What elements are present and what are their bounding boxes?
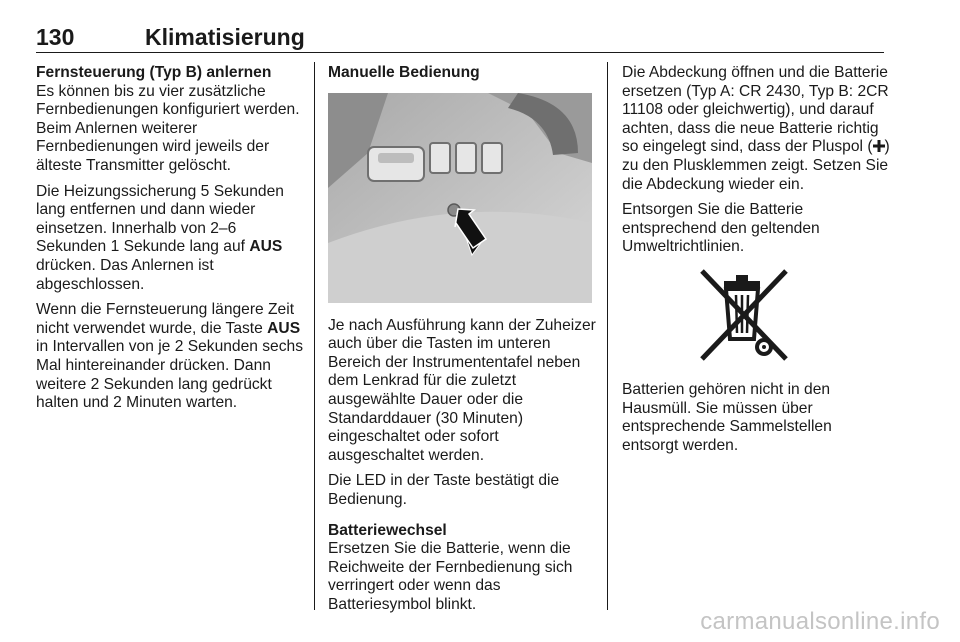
paragraph-text: Die Heizungssicherung 5 Sekunden lang entfernen und dann wieder einsetzen. Innerhalb von 2–6 Sekunden 1 Sekunde lang auf [36,182,284,256]
paragraph: Batterien gehören nicht in den Hausmüll. Sie müssen über entsprechende Sammelstellen entsorgt werden. [622,380,832,454]
section-heading: Manuelle Bedienung [328,64,480,81]
paragraph [36,301,304,413]
paragraph-text: Wenn die Fernsteuerung längere Zeit nicht verwendet wurde, die Taste [36,301,295,337]
plus-icon [873,139,885,151]
paragraph: Die LED in der Taste bestätigt die Bedienung. [328,472,560,508]
button-label-off: AUS [267,319,301,337]
paragraph [622,64,890,194]
paragraph: Je nach Ausführung kann der Zuheizer auch über die Tasten im unteren Bereich der Instrumententafel neben dem Lenkrad für die zuletzt ausgewählte Dauer oder die Standarddauer (30 Minuten) eingeschaltet oder sofort ausgeschaltet werden. [328,316,596,464]
paragraph: Entsorgen Sie die Batterie entsprechend den geltenden Umweltrichtlinien. [622,201,820,256]
crossed-bin-icon [696,267,792,367]
section-heading: Fernsteuerung (Typ B) anlernen [36,64,272,81]
watermark: carmanualsonline.info [700,608,940,635]
column-left [36,64,304,420]
button-label-off: AUS [249,238,283,256]
column-divider [607,62,608,610]
page-header [36,24,884,53]
chapter-title: Klimatisierung [145,24,305,50]
paragraph-text: ) zu den Plusklemmen zeigt. Setzen Sie die Abdeckung wieder ein. [622,138,890,193]
column-middle [328,64,598,622]
paragraph: Es können bis zu vier zusätzliche Fernbedienungen konfiguriert werden. Beim Anlernen weiterer Fernbedienungen wird jeweils der älteste Transmitter gelöscht. [36,82,300,174]
section-battery [328,522,598,615]
column-divider [314,62,315,610]
section-heading: Batteriewechsel [328,521,447,539]
page-number: 130 [36,24,75,50]
column-right [622,64,890,462]
paragraph-text: in Intervallen von je 2 Sekunden sechs Mal hintereinander drücken. Dann weitere 2 Sekunden lang gedrückt halten und 2 Minuten warten. [36,338,303,412]
paragraph-text: drücken. Das Anlernen ist abgeschlossen. [36,256,214,293]
section-remote-pairing [36,64,304,176]
dashboard-button-photo [328,93,592,303]
paragraph-text: Die Abdeckung öffnen und die Batterie ersetzen (Typ A: CR 2430, Typ B: 2CR 11108 oder gleichwertig), und darauf achten, dass die neue Batterie richtig so eingelegt sind, dass der Pluspol ( [622,64,889,156]
paragraph: Ersetzen Sie die Batterie, wenn die Reichweite der Fernbedienung sich verringert oder wenn das Batteriesymbol blinkt. [328,540,573,613]
paragraph [36,183,304,295]
